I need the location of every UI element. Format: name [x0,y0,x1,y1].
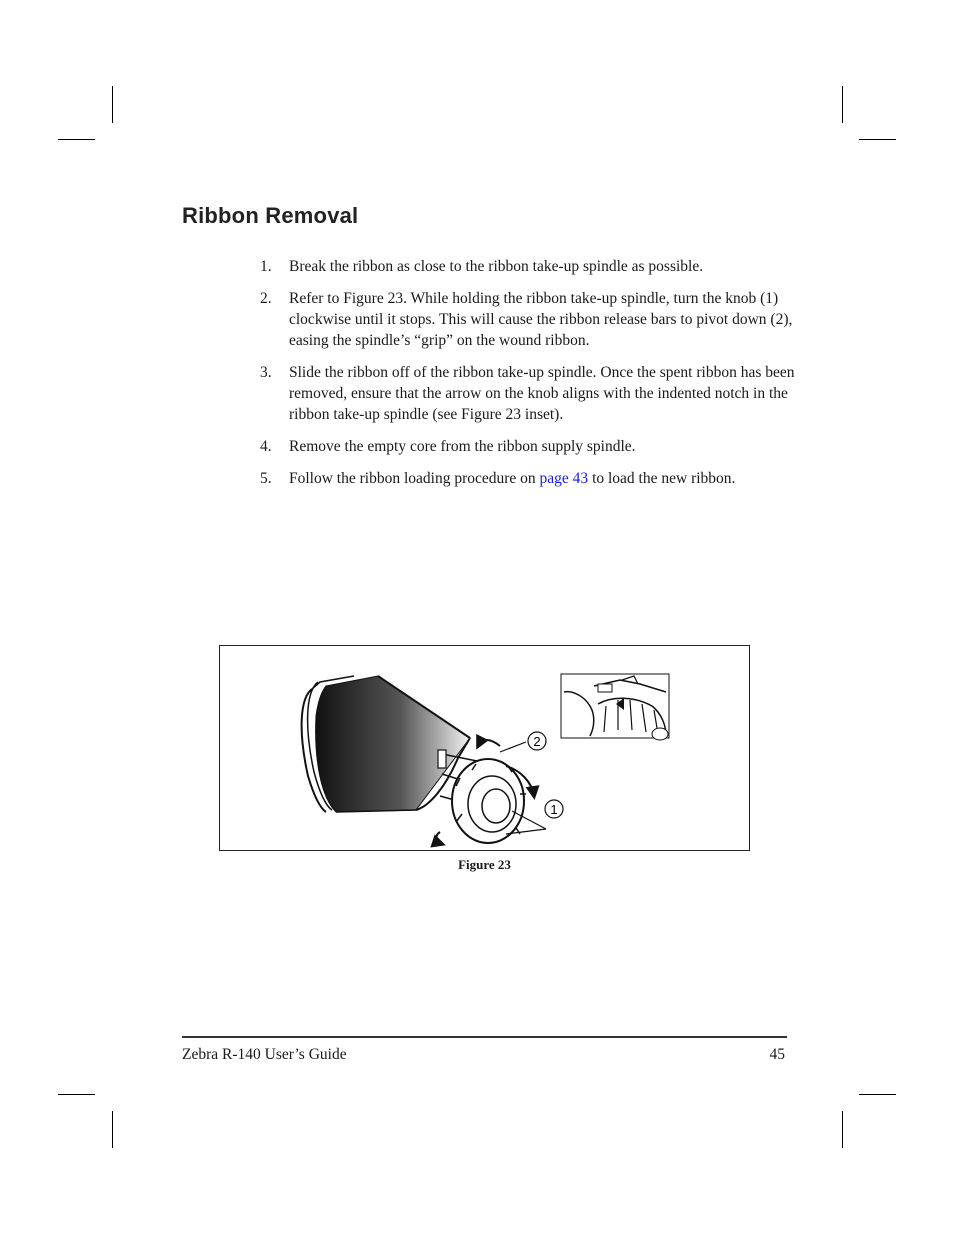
callout-leader [500,742,526,752]
step-text-after: to load the new ribbon. [588,470,736,487]
crop-mark [58,1094,95,1095]
list-item [258,256,798,277]
callout-2-label: 2 [533,734,541,749]
crop-mark [842,1111,843,1148]
steps-list [258,256,798,500]
page-title: Ribbon Removal [182,203,359,228]
ribbon-roll [316,676,470,812]
footer-guide-title: Zebra R-140 User’s Guide [182,1046,347,1063]
crop-mark [842,86,843,123]
step-text: Remove the empty core from the ribbon supply spindle. [289,438,636,455]
crop-mark [859,139,896,140]
rotate-arrow [436,832,442,844]
step-number: 1. [260,258,272,275]
spindle-illustration [220,646,749,850]
step-number: 4. [260,438,272,455]
list-item [258,288,798,351]
list-item [258,436,798,457]
list-item [258,468,798,489]
step-text: Slide the ribbon off of the ribbon take-up spindle. Once the spent ribbon has been removed, ensure that the arrow on the knob aligns with the indented notch in the ribbon take-up spindle (see Figure 23 inset). [289,364,795,423]
rotate-arrow [478,740,500,746]
crop-mark [112,1111,113,1148]
knob [452,759,526,843]
step-text: Refer to Figure 23. While holding the ribbon take-up spindle, turn the knob (1) clockwise until it stops. This will cause the ribbon release bars to pivot down (2), easing the spindle’s “grip” on the wound ribbon. [289,290,793,349]
crop-mark [58,139,95,140]
footer-divider [182,1036,787,1038]
figure-23 [219,645,750,851]
figure-caption: Figure 23 [458,857,511,872]
step-number: 2. [260,290,272,307]
crop-mark [112,86,113,123]
step-number: 5. [260,470,272,487]
figure-inset [561,674,669,740]
page-number: 45 [769,1046,785,1063]
page-43-link[interactable]: page 43 [539,470,589,487]
step-text-before: Follow the ribbon loading procedure on [289,470,540,487]
callout-1-label: 1 [550,802,558,817]
step-number: 3. [260,364,272,381]
crop-mark [859,1094,896,1095]
list-item [258,362,798,425]
step-text: Break the ribbon as close to the ribbon take-up spindle as possible. [289,258,704,275]
